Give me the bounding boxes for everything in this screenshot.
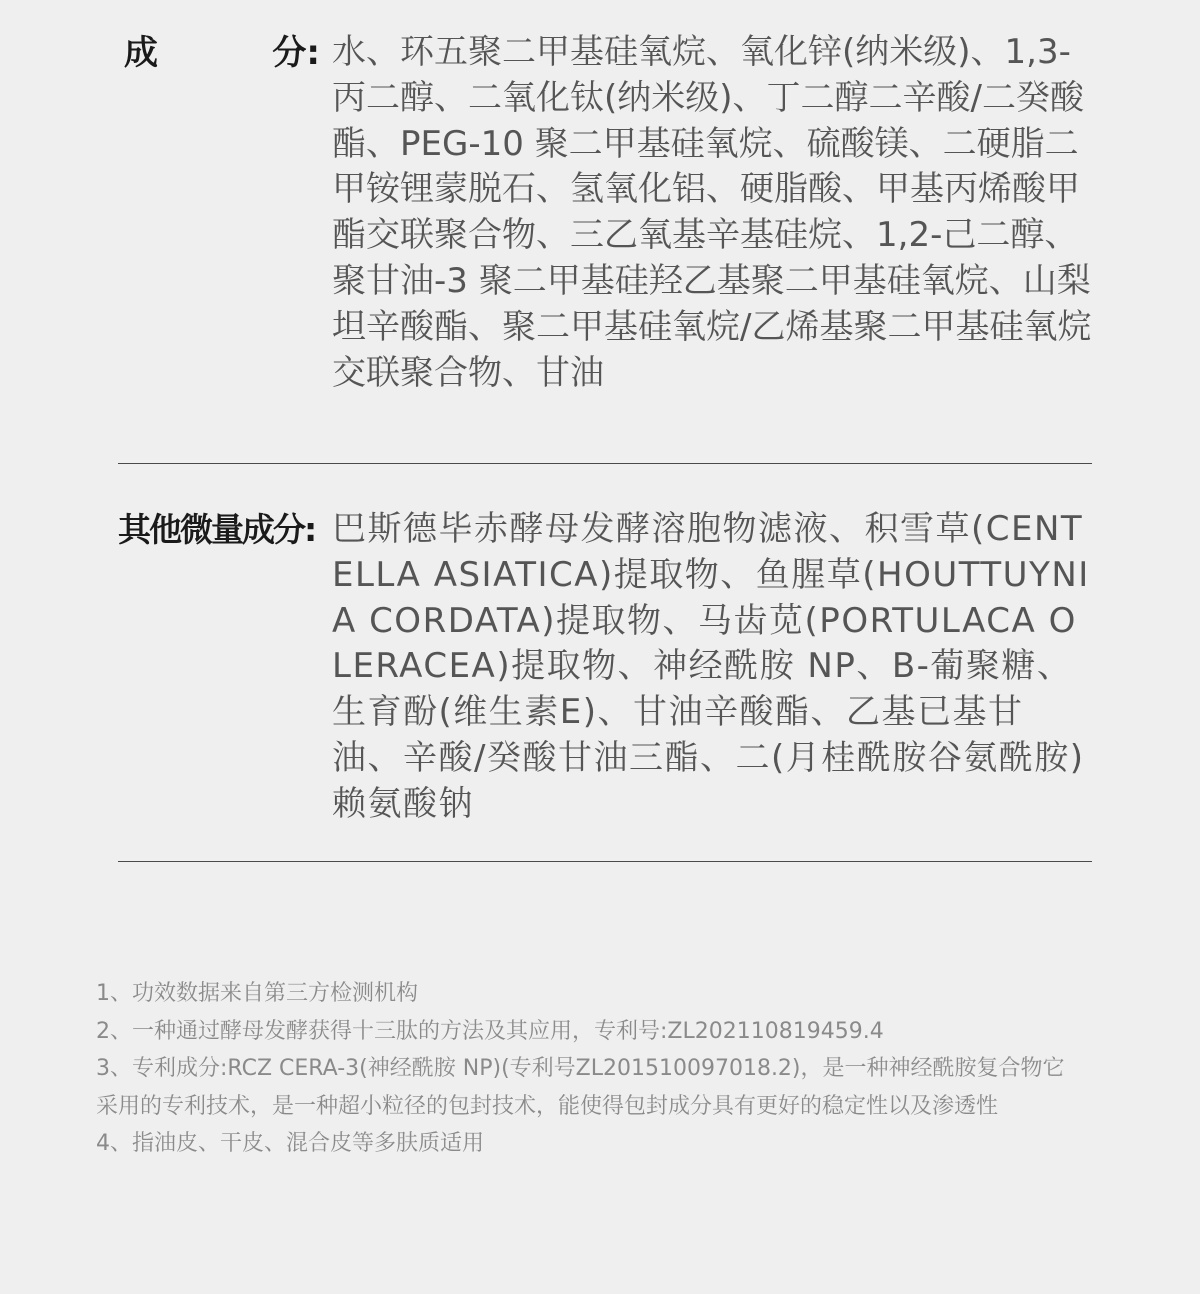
ingredients-label <box>118 30 328 76</box>
divider-bottom <box>118 861 1092 862</box>
ingredients-label-left: 成 <box>124 33 158 73</box>
divider-top <box>118 463 1092 464</box>
trace-ingredients-row <box>118 507 1092 828</box>
ingredients-row <box>118 30 1092 396</box>
footnote-2: 2、一种通过酵母发酵获得十三肽的方法及其应用，专利号:ZL202110819459.4 <box>96 1018 884 1044</box>
footnotes <box>96 975 1086 1163</box>
trace-ingredients-text: 巴斯德毕赤酵母发酵溶胞物滤液、积雪草(CENTELLA ASIATICA)提取物、鱼腥草(HOUTTUYNIA CORDATA)提取物、马齿苋(PORTULACA OLERACEA)提取物、神经酰胺 NP、B-葡聚糖、生育酚(维生素E)、甘油辛酸酯、乙基已基甘油、辛酸/癸酸甘油三酯、二(月桂酰胺谷氨酰胺)赖氨酸钠 <box>332 509 1090 824</box>
ingredients-text: 水、环五聚二甲基硅氧烷、氧化锌(纳米级)、1,3-丙二醇、二氧化钛(纳米级)、丁二醇二辛酸/二癸酸酯、PEG-10 聚二甲基硅氧烷、硫酸镁、二硬脂二甲铵锂蒙脱石、氢氧化铝、硬脂酸、甲基丙烯酸甲酯交联聚合物、三乙氧基辛基硅烷、1,2-己二醇、聚甘油-3 聚二甲基硅羟乙基聚二甲基硅氧烷、山梨坦辛酸酯、聚二甲基硅氧烷/乙烯基聚二甲基硅氧烷交联聚合物、甘油 <box>332 32 1092 393</box>
footnote-3: 3、专利成分:RCZ CERA-3(神经酰胺 NP)(专利号ZL201510097018.2)，是一种神经酰胺复合物它采用的专利技术，是一种超小粒径的包封技术，能使得包封成分具有更好的稳定性以及渗透性 <box>96 1056 1065 1119</box>
footnote-4: 4、指油皮、干皮、混合皮等多肤质适用 <box>96 1131 484 1156</box>
ingredients-section <box>118 30 1092 396</box>
trace-ingredients-label: 其他微量成分: <box>118 510 316 549</box>
ingredients-label-right: 分: <box>272 33 320 73</box>
footnote-1: 1、功效数据来自第三方检测机构 <box>96 981 418 1006</box>
trace-ingredients-section <box>118 507 1092 828</box>
